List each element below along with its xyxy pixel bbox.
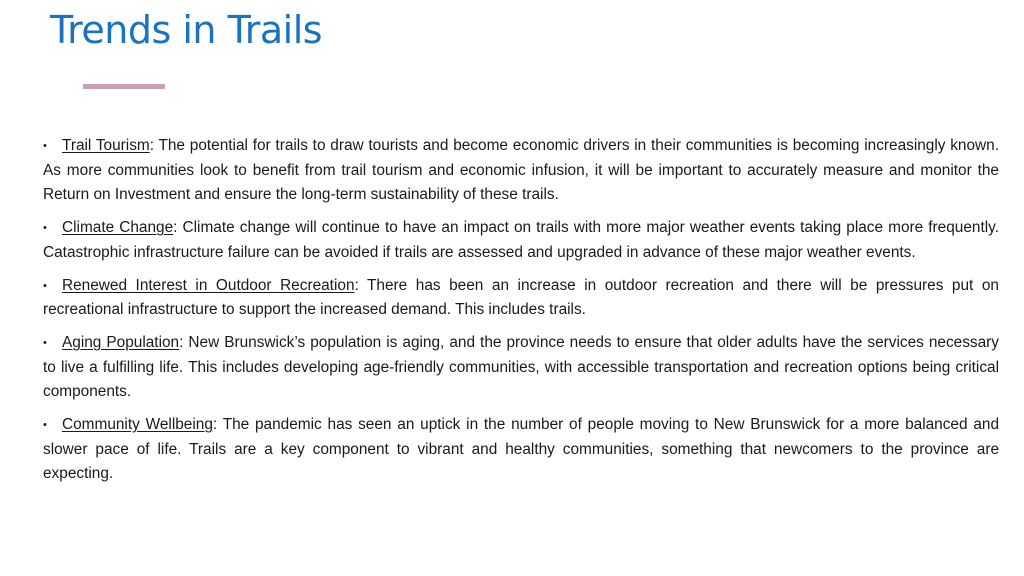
- page-title: Trends in Trails: [50, 8, 323, 52]
- bullet-dot-icon: •: [43, 279, 47, 292]
- title-underline-accent: [83, 84, 165, 89]
- bullet-term: Trail Tourism: [62, 137, 150, 154]
- bullet-text: : Climate change will continue to have an impact on trails with more major weather events taking place more frequently. Catastrophic infrastructure failure can be avoided if trails are assessed and upgraded in advance of these major weather events.: [43, 219, 999, 261]
- list-item-trail-tourism: [43, 134, 999, 208]
- bullet-term: Aging Population: [62, 334, 180, 351]
- bullet-dot-icon: •: [43, 419, 47, 431]
- bullet-text: : The pandemic has seen an uptick in the number of people moving to New Brunswick for a more balanced and slower pace of life. Trails are a key component to vibrant and healthy communities, something that newcomers to the province are expecting.: [43, 416, 1000, 482]
- bullet-term: Renewed Interest in Outdoor Recreation: [62, 276, 355, 294]
- list-item-outdoor-recreation: [43, 274, 999, 323]
- bullet-dot-icon: •: [43, 140, 47, 152]
- bullet-text: : There has been an increase in outdoor recreation and there will be pressures put on recreational infrastructure to support the increased demand. This includes trails.: [43, 276, 999, 318]
- bullet-text: : The potential for trails to draw tourists and become economic drivers in their communities is becoming increasingly known. As more communities look to benefit from trail tourism and economic infusion, it will be important to accurately measure and monitor the Return on Investment and ensure the long-term sustainability of these trails.: [43, 137, 1000, 203]
- trends-bullet-list: [43, 134, 999, 495]
- bullet-term: Climate Change: [62, 219, 174, 236]
- bullet-text: : New Brunswick’s population is aging, and the province needs to ensure that older adults have the services necessary to live a fulfilling life. This includes developing age-friendly communities, with accessible transportation and recreation options being critical components.: [43, 334, 999, 400]
- bullet-dot-icon: •: [43, 222, 47, 234]
- list-item-aging-population: [43, 331, 999, 405]
- list-item-community-wellbeing: [43, 413, 999, 487]
- bullet-dot-icon: •: [43, 337, 47, 349]
- list-item-climate-change: [43, 216, 999, 265]
- bullet-term: Community Wellbeing: [62, 416, 213, 433]
